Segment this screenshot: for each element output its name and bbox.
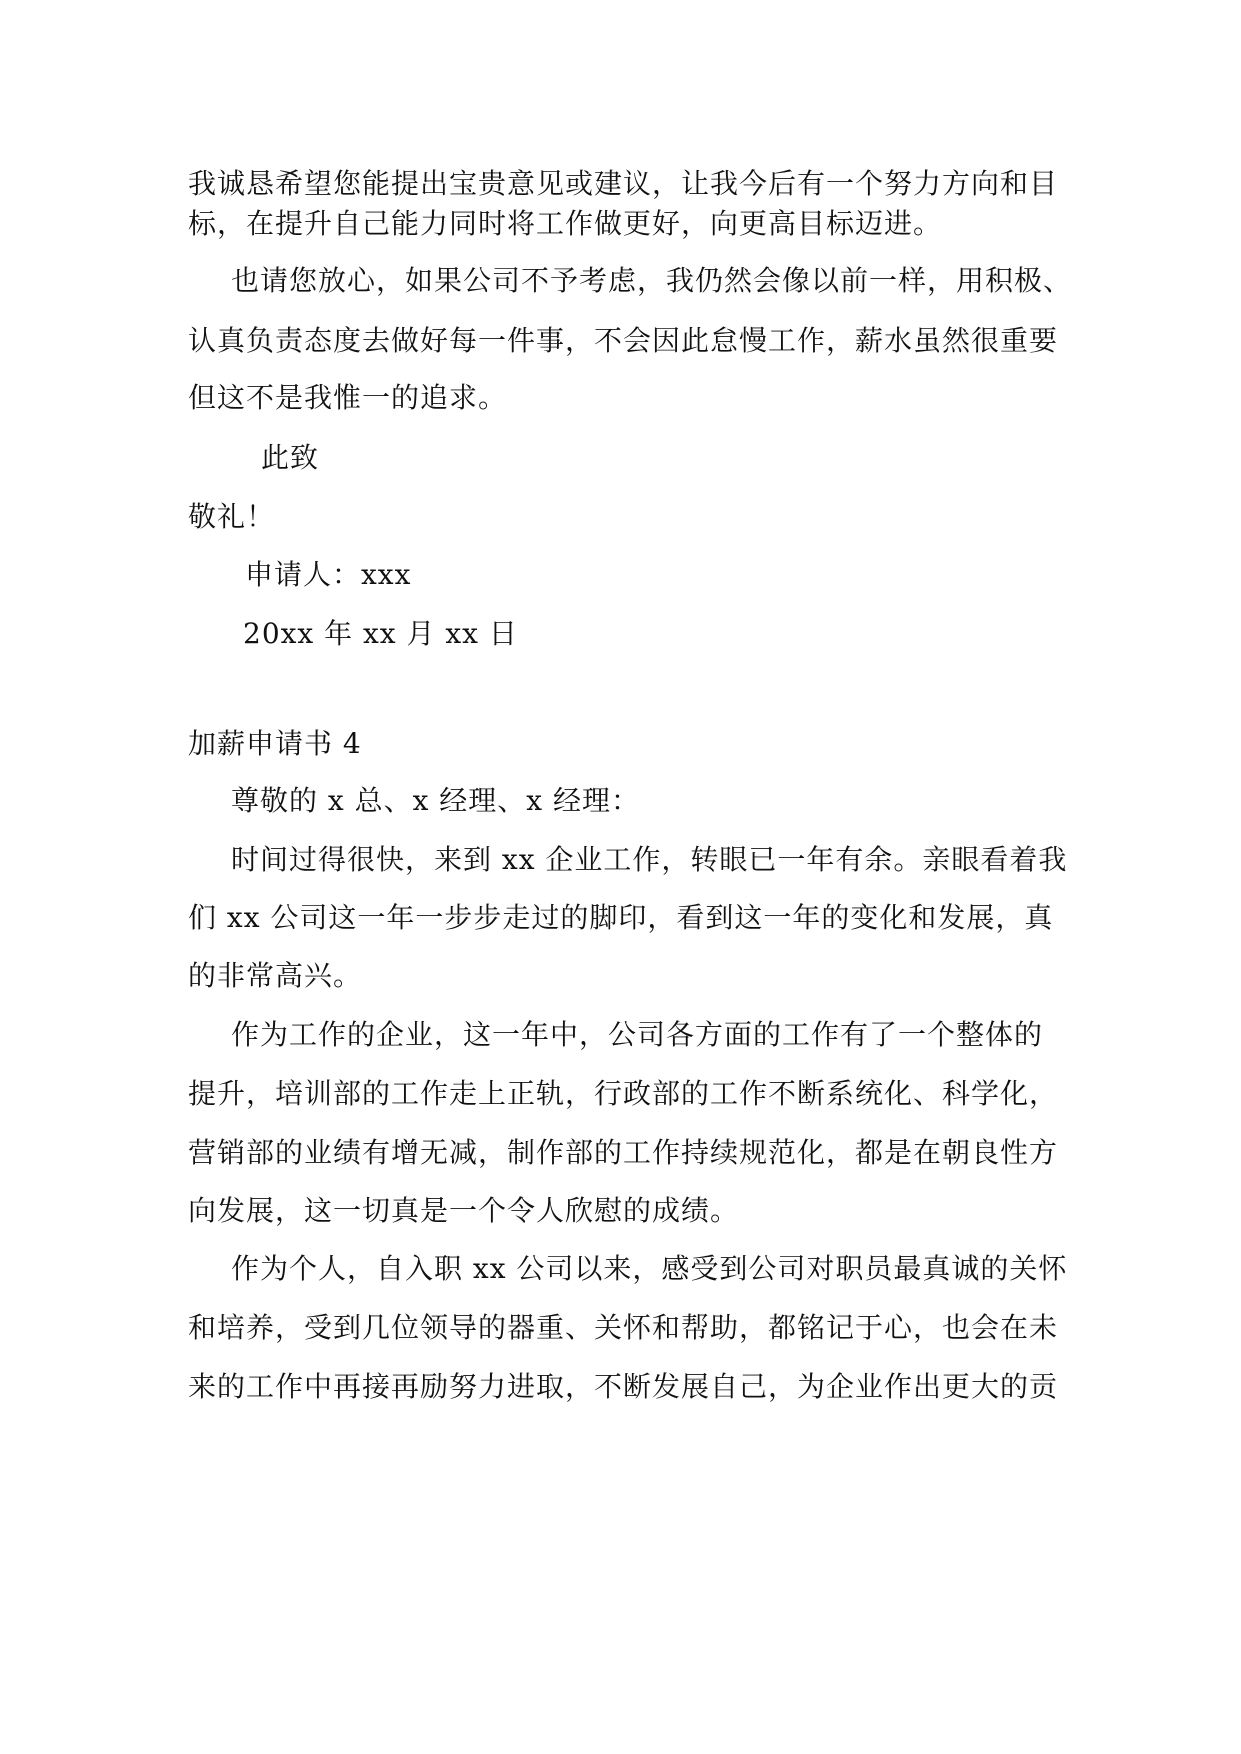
text-line: 也请您放心，如果公司不予考虑，我仍然会像以前一样，用积极、 xyxy=(231,264,1073,297)
closing-phrase: 此致 xyxy=(261,441,320,474)
text-line: 作为个人，自入职 xx 公司以来，感受到公司对职员最真诚的关怀 xyxy=(231,1252,1068,1285)
applicant-line: 申请人：xxx xyxy=(245,558,412,591)
text-line: 向发展，这一切真是一个令人欣慰的成绩。 xyxy=(188,1194,740,1227)
date-line: 20xx 年 xx 月 xx 日 xyxy=(243,617,518,650)
text-line: 我诚恳希望您能提出宝贵意见或建议，让我今后有一个努力方向和目 xyxy=(188,167,1059,200)
section-title: 加薪申请书 4 xyxy=(188,727,362,760)
greeting-line: 尊敬的 x 总、x 经理、x 经理： xyxy=(231,784,640,817)
salutation: 敬礼！ xyxy=(188,500,276,533)
text-line: 作为工作的企业，这一年中，公司各方面的工作有了一个整体的 xyxy=(231,1018,1044,1051)
text-line: 的非常高兴。 xyxy=(188,959,363,992)
text-line: 营销部的业绩有增无减，制作部的工作持续规范化，都是在朝良性方 xyxy=(188,1136,1059,1169)
text-line: 提升，培训部的工作走上正轨，行政部的工作不断系统化、科学化， xyxy=(188,1077,1059,1110)
text-line: 来的工作中再接再励努力进取，不断发展自己，为企业作出更大的贡 xyxy=(188,1370,1059,1403)
text-line: 标，在提升自己能力同时将工作做更好，向更高目标迈进。 xyxy=(188,207,943,240)
text-line: 认真负责态度去做好每一件事，不会因此怠慢工作，薪水虽然很重要 xyxy=(188,324,1059,357)
text-line: 但这不是我惟一的追求。 xyxy=(188,381,508,414)
text-line: 们 xx 公司这一年一步步走过的脚印，看到这一年的变化和发展，真 xyxy=(188,901,1054,934)
text-line: 和培养，受到几位领导的器重、关怀和帮助，都铭记于心，也会在未 xyxy=(188,1311,1059,1344)
text-line: 时间过得很快，来到 xx 企业工作，转眼已一年有余。亲眼看着我 xyxy=(231,843,1068,876)
